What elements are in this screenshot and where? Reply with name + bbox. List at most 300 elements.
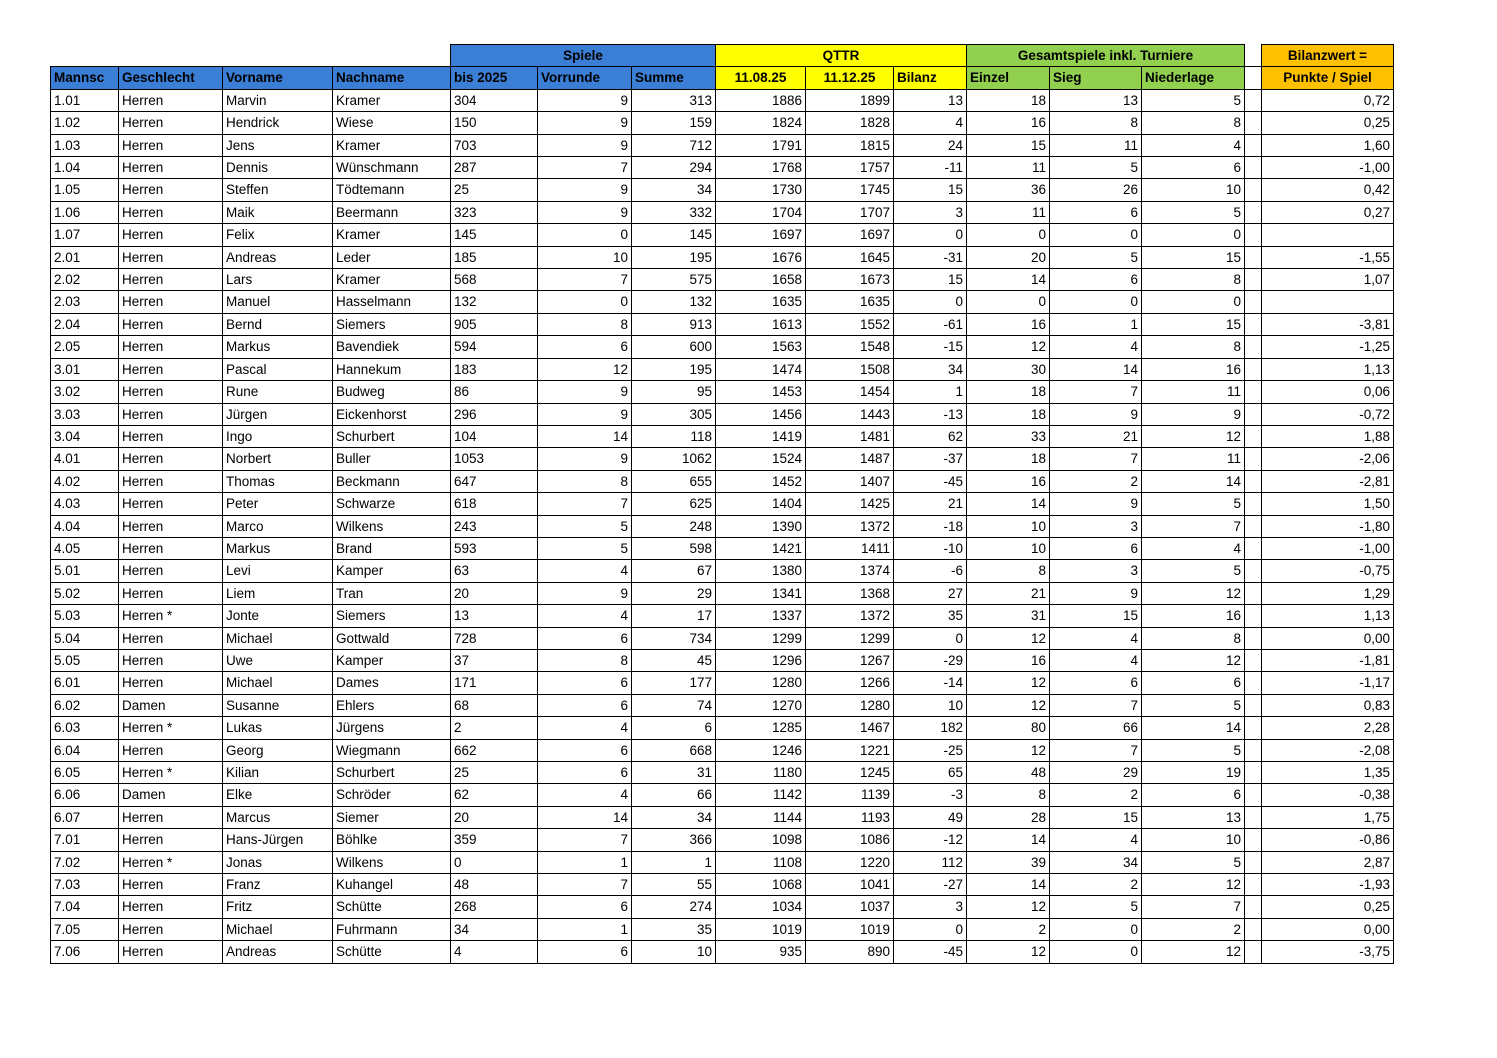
cell-einzel[interactable]: 48 <box>967 762 1050 784</box>
cell-bilanzwert[interactable]: -0,38 <box>1262 784 1394 806</box>
cell-qttr2[interactable]: 1139 <box>806 784 894 806</box>
cell-summe[interactable]: 1 <box>632 851 716 873</box>
cell-mannschaft[interactable]: 6.04 <box>51 739 119 761</box>
cell-bilanzwert[interactable]: 1,07 <box>1262 269 1394 291</box>
cell-summe[interactable]: 332 <box>632 201 716 223</box>
cell-bilanzwert[interactable]: -2,08 <box>1262 739 1394 761</box>
cell-mannschaft[interactable]: 1.01 <box>51 89 119 111</box>
cell-bilanzwert[interactable]: 1,35 <box>1262 762 1394 784</box>
cell-einzel[interactable]: 12 <box>967 941 1050 963</box>
cell-sieg[interactable]: 2 <box>1050 784 1142 806</box>
cell-bilanz[interactable]: -10 <box>894 537 967 559</box>
cell-bilanz[interactable]: 21 <box>894 493 967 515</box>
cell-vorrunde[interactable]: 9 <box>538 112 632 134</box>
cell-nachname[interactable]: Siemer <box>333 806 451 828</box>
cell-geschlecht[interactable]: Herren * <box>119 605 223 627</box>
cell-geschlecht[interactable]: Herren <box>119 448 223 470</box>
cell-bilanzwert[interactable] <box>1262 291 1394 313</box>
cell-bis2025[interactable]: 4 <box>451 941 538 963</box>
cell-mannschaft[interactable]: 5.01 <box>51 560 119 582</box>
cell-geschlecht[interactable]: Herren <box>119 537 223 559</box>
cell-vorname[interactable]: Bernd <box>223 313 333 335</box>
cell-sieg[interactable]: 21 <box>1050 425 1142 447</box>
cell-bilanzwert[interactable]: 0,00 <box>1262 918 1394 940</box>
cell-vorrunde[interactable]: 0 <box>538 224 632 246</box>
cell-vorname[interactable]: Levi <box>223 560 333 582</box>
cell-bilanzwert[interactable]: 1,29 <box>1262 582 1394 604</box>
cell-einzel[interactable]: 8 <box>967 784 1050 806</box>
cell-bilanzwert[interactable]: -0,86 <box>1262 829 1394 851</box>
cell-summe[interactable]: 655 <box>632 470 716 492</box>
cell-geschlecht[interactable]: Herren <box>119 291 223 313</box>
cell-nachname[interactable]: Bavendiek <box>333 336 451 358</box>
cell-bilanz[interactable]: -37 <box>894 448 967 470</box>
cell-nachname[interactable]: Beckmann <box>333 470 451 492</box>
cell-mannschaft[interactable]: 5.05 <box>51 649 119 671</box>
cell-vorrunde[interactable]: 4 <box>538 784 632 806</box>
cell-nachname[interactable]: Kramer <box>333 134 451 156</box>
cell-niederlage[interactable]: 5 <box>1142 493 1245 515</box>
cell-einzel[interactable]: 28 <box>967 806 1050 828</box>
cell-bilanzwert[interactable]: 0,06 <box>1262 381 1394 403</box>
cell-sieg[interactable]: 6 <box>1050 269 1142 291</box>
cell-bilanzwert[interactable]: 1,60 <box>1262 134 1394 156</box>
cell-summe[interactable]: 313 <box>632 89 716 111</box>
cell-niederlage[interactable]: 12 <box>1142 425 1245 447</box>
cell-niederlage[interactable]: 7 <box>1142 896 1245 918</box>
cell-qttr1[interactable]: 1635 <box>716 291 806 313</box>
cell-bilanzwert[interactable]: -3,75 <box>1262 941 1394 963</box>
cell-nachname[interactable]: Schurbert <box>333 425 451 447</box>
cell-vorrunde[interactable]: 5 <box>538 537 632 559</box>
cell-nachname[interactable]: Hasselmann <box>333 291 451 313</box>
cell-einzel[interactable]: 11 <box>967 157 1050 179</box>
cell-geschlecht[interactable]: Herren <box>119 515 223 537</box>
cell-summe[interactable]: 177 <box>632 672 716 694</box>
cell-bis2025[interactable]: 647 <box>451 470 538 492</box>
cell-vorname[interactable]: Thomas <box>223 470 333 492</box>
cell-sieg[interactable]: 9 <box>1050 403 1142 425</box>
column-header-qttr1[interactable]: 11.08.25 <box>716 67 806 89</box>
cell-bilanz[interactable]: -61 <box>894 313 967 335</box>
cell-summe[interactable]: 35 <box>632 918 716 940</box>
cell-qttr1[interactable]: 1419 <box>716 425 806 447</box>
cell-bilanzwert[interactable]: 2,28 <box>1262 717 1394 739</box>
cell-bilanz[interactable]: -45 <box>894 470 967 492</box>
cell-sieg[interactable]: 0 <box>1050 224 1142 246</box>
cell-mannschaft[interactable]: 3.01 <box>51 358 119 380</box>
cell-qttr1[interactable]: 1341 <box>716 582 806 604</box>
cell-qttr2[interactable]: 1635 <box>806 291 894 313</box>
cell-sieg[interactable]: 7 <box>1050 739 1142 761</box>
cell-qttr1[interactable]: 1404 <box>716 493 806 515</box>
cell-bis2025[interactable]: 594 <box>451 336 538 358</box>
cell-vorrunde[interactable]: 4 <box>538 605 632 627</box>
cell-vorname[interactable]: Ingo <box>223 425 333 447</box>
cell-sieg[interactable]: 6 <box>1050 201 1142 223</box>
cell-sieg[interactable]: 5 <box>1050 246 1142 268</box>
cell-qttr2[interactable]: 1037 <box>806 896 894 918</box>
cell-vorname[interactable]: Lars <box>223 269 333 291</box>
cell-einzel[interactable]: 12 <box>967 672 1050 694</box>
cell-bilanz[interactable]: -27 <box>894 874 967 896</box>
cell-niederlage[interactable]: 6 <box>1142 784 1245 806</box>
cell-bilanz[interactable]: 0 <box>894 224 967 246</box>
cell-vorrunde[interactable]: 12 <box>538 358 632 380</box>
cell-einzel[interactable]: 16 <box>967 470 1050 492</box>
cell-niederlage[interactable]: 8 <box>1142 269 1245 291</box>
cell-vorname[interactable]: Pascal <box>223 358 333 380</box>
cell-bis2025[interactable]: 37 <box>451 649 538 671</box>
cell-qttr2[interactable]: 1745 <box>806 179 894 201</box>
cell-niederlage[interactable]: 2 <box>1142 918 1245 940</box>
cell-qttr2[interactable]: 1374 <box>806 560 894 582</box>
cell-geschlecht[interactable]: Herren <box>119 560 223 582</box>
cell-geschlecht[interactable]: Herren * <box>119 717 223 739</box>
cell-qttr1[interactable]: 1704 <box>716 201 806 223</box>
cell-bilanzwert[interactable]: 1,13 <box>1262 358 1394 380</box>
cell-geschlecht[interactable]: Herren <box>119 313 223 335</box>
cell-vorrunde[interactable]: 4 <box>538 717 632 739</box>
cell-vorrunde[interactable]: 6 <box>538 627 632 649</box>
cell-einzel[interactable]: 14 <box>967 269 1050 291</box>
cell-geschlecht[interactable]: Herren <box>119 493 223 515</box>
cell-sieg[interactable]: 4 <box>1050 829 1142 851</box>
cell-nachname[interactable]: Buller <box>333 448 451 470</box>
cell-summe[interactable]: 294 <box>632 157 716 179</box>
cell-bis2025[interactable]: 68 <box>451 694 538 716</box>
cell-einzel[interactable]: 12 <box>967 694 1050 716</box>
cell-nachname[interactable]: Tran <box>333 582 451 604</box>
cell-nachname[interactable]: Kamper <box>333 560 451 582</box>
cell-niederlage[interactable]: 11 <box>1142 448 1245 470</box>
cell-qttr2[interactable]: 1815 <box>806 134 894 156</box>
cell-sieg[interactable]: 6 <box>1050 537 1142 559</box>
cell-qttr2[interactable]: 1299 <box>806 627 894 649</box>
cell-bis2025[interactable]: 150 <box>451 112 538 134</box>
cell-qttr1[interactable]: 1280 <box>716 672 806 694</box>
cell-bis2025[interactable]: 185 <box>451 246 538 268</box>
cell-bis2025[interactable]: 13 <box>451 605 538 627</box>
cell-nachname[interactable]: Siemers <box>333 605 451 627</box>
cell-bis2025[interactable]: 63 <box>451 560 538 582</box>
cell-qttr2[interactable]: 1443 <box>806 403 894 425</box>
cell-bis2025[interactable]: 20 <box>451 806 538 828</box>
cell-geschlecht[interactable]: Herren <box>119 896 223 918</box>
cell-qttr2[interactable]: 1086 <box>806 829 894 851</box>
cell-mannschaft[interactable]: 6.01 <box>51 672 119 694</box>
cell-nachname[interactable]: Schütte <box>333 941 451 963</box>
cell-geschlecht[interactable]: Herren <box>119 336 223 358</box>
cell-niederlage[interactable]: 5 <box>1142 201 1245 223</box>
cell-geschlecht[interactable]: Herren <box>119 874 223 896</box>
cell-einzel[interactable]: 39 <box>967 851 1050 873</box>
cell-bilanzwert[interactable]: 0,00 <box>1262 627 1394 649</box>
cell-einzel[interactable]: 31 <box>967 605 1050 627</box>
cell-geschlecht[interactable]: Herren <box>119 806 223 828</box>
cell-qttr1[interactable]: 1180 <box>716 762 806 784</box>
cell-mannschaft[interactable]: 2.01 <box>51 246 119 268</box>
cell-einzel[interactable]: 12 <box>967 336 1050 358</box>
cell-mannschaft[interactable]: 7.02 <box>51 851 119 873</box>
cell-qttr2[interactable]: 1407 <box>806 470 894 492</box>
cell-bilanz[interactable]: 35 <box>894 605 967 627</box>
cell-bilanz[interactable]: 62 <box>894 425 967 447</box>
cell-einzel[interactable]: 18 <box>967 448 1050 470</box>
cell-einzel[interactable]: 11 <box>967 201 1050 223</box>
cell-bis2025[interactable]: 243 <box>451 515 538 537</box>
cell-bilanz[interactable]: 182 <box>894 717 967 739</box>
cell-mannschaft[interactable]: 7.03 <box>51 874 119 896</box>
cell-mannschaft[interactable]: 4.02 <box>51 470 119 492</box>
cell-einzel[interactable]: 33 <box>967 425 1050 447</box>
cell-sieg[interactable]: 4 <box>1050 649 1142 671</box>
cell-bilanzwert[interactable]: -1,17 <box>1262 672 1394 694</box>
cell-bilanzwert[interactable]: -1,25 <box>1262 336 1394 358</box>
cell-einzel[interactable]: 18 <box>967 381 1050 403</box>
cell-bilanz[interactable]: 15 <box>894 179 967 201</box>
cell-bilanz[interactable]: 65 <box>894 762 967 784</box>
cell-qttr1[interactable]: 1613 <box>716 313 806 335</box>
cell-qttr1[interactable]: 1658 <box>716 269 806 291</box>
cell-qttr1[interactable]: 1768 <box>716 157 806 179</box>
cell-bilanzwert[interactable]: -1,00 <box>1262 157 1394 179</box>
cell-summe[interactable]: 248 <box>632 515 716 537</box>
cell-bilanz[interactable]: 4 <box>894 112 967 134</box>
cell-qttr1[interactable]: 1270 <box>716 694 806 716</box>
cell-vorname[interactable]: Marvin <box>223 89 333 111</box>
cell-qttr1[interactable]: 1524 <box>716 448 806 470</box>
cell-qttr2[interactable]: 1757 <box>806 157 894 179</box>
cell-vorname[interactable]: Hans-Jürgen <box>223 829 333 851</box>
cell-niederlage[interactable]: 6 <box>1142 672 1245 694</box>
cell-bis2025[interactable]: 618 <box>451 493 538 515</box>
cell-qttr1[interactable]: 1824 <box>716 112 806 134</box>
cell-niederlage[interactable]: 12 <box>1142 941 1245 963</box>
cell-sieg[interactable]: 4 <box>1050 336 1142 358</box>
cell-geschlecht[interactable]: Herren <box>119 941 223 963</box>
cell-niederlage[interactable]: 13 <box>1142 806 1245 828</box>
cell-vorname[interactable]: Marco <box>223 515 333 537</box>
cell-qttr1[interactable]: 1453 <box>716 381 806 403</box>
column-header-vorrunde[interactable]: Vorrunde <box>538 67 632 89</box>
cell-vorrunde[interactable]: 6 <box>538 694 632 716</box>
cell-geschlecht[interactable]: Herren <box>119 739 223 761</box>
cell-qttr2[interactable]: 1548 <box>806 336 894 358</box>
cell-bilanz[interactable]: 10 <box>894 694 967 716</box>
cell-qttr1[interactable]: 1299 <box>716 627 806 649</box>
cell-vorrunde[interactable]: 9 <box>538 201 632 223</box>
cell-mannschaft[interactable]: 2.02 <box>51 269 119 291</box>
cell-geschlecht[interactable]: Herren <box>119 582 223 604</box>
cell-vorname[interactable]: Liem <box>223 582 333 604</box>
cell-qttr2[interactable]: 1508 <box>806 358 894 380</box>
cell-niederlage[interactable]: 5 <box>1142 560 1245 582</box>
cell-summe[interactable]: 132 <box>632 291 716 313</box>
cell-bilanz[interactable]: 0 <box>894 627 967 649</box>
cell-qttr2[interactable]: 1280 <box>806 694 894 716</box>
cell-qttr1[interactable]: 1246 <box>716 739 806 761</box>
cell-einzel[interactable]: 8 <box>967 560 1050 582</box>
cell-nachname[interactable]: Brand <box>333 537 451 559</box>
cell-nachname[interactable]: Böhlke <box>333 829 451 851</box>
cell-qttr2[interactable]: 1467 <box>806 717 894 739</box>
cell-mannschaft[interactable]: 7.01 <box>51 829 119 851</box>
column-header-bilanzwert[interactable]: Punkte / Spiel <box>1262 67 1394 89</box>
cell-niederlage[interactable]: 19 <box>1142 762 1245 784</box>
cell-vorname[interactable]: Michael <box>223 627 333 649</box>
cell-bilanzwert[interactable]: -1,81 <box>1262 649 1394 671</box>
cell-summe[interactable]: 29 <box>632 582 716 604</box>
cell-mannschaft[interactable]: 3.03 <box>51 403 119 425</box>
cell-qttr1[interactable]: 1730 <box>716 179 806 201</box>
cell-vorname[interactable]: Felix <box>223 224 333 246</box>
cell-geschlecht[interactable]: Herren <box>119 89 223 111</box>
cell-niederlage[interactable]: 8 <box>1142 336 1245 358</box>
cell-bilanz[interactable]: 3 <box>894 896 967 918</box>
cell-bilanz[interactable]: -31 <box>894 246 967 268</box>
cell-qttr2[interactable]: 1673 <box>806 269 894 291</box>
cell-mannschaft[interactable]: 1.03 <box>51 134 119 156</box>
cell-qttr2[interactable]: 1193 <box>806 806 894 828</box>
cell-niederlage[interactable]: 0 <box>1142 291 1245 313</box>
cell-vorrunde[interactable]: 8 <box>538 313 632 335</box>
cell-sieg[interactable]: 15 <box>1050 605 1142 627</box>
cell-bilanzwert[interactable]: 0,25 <box>1262 896 1394 918</box>
cell-einzel[interactable]: 12 <box>967 896 1050 918</box>
cell-mannschaft[interactable]: 1.06 <box>51 201 119 223</box>
cell-geschlecht[interactable]: Herren <box>119 179 223 201</box>
cell-nachname[interactable]: Tödtemann <box>333 179 451 201</box>
cell-sieg[interactable]: 6 <box>1050 672 1142 694</box>
column-header-nachname[interactable]: Nachname <box>333 67 451 89</box>
cell-bilanzwert[interactable]: 0,83 <box>1262 694 1394 716</box>
cell-vorrunde[interactable]: 6 <box>538 762 632 784</box>
cell-vorrunde[interactable]: 6 <box>538 941 632 963</box>
cell-bilanzwert[interactable]: 0,25 <box>1262 112 1394 134</box>
cell-nachname[interactable]: Fuhrmann <box>333 918 451 940</box>
cell-mannschaft[interactable]: 2.05 <box>51 336 119 358</box>
cell-qttr2[interactable]: 1487 <box>806 448 894 470</box>
cell-bilanzwert[interactable]: 2,87 <box>1262 851 1394 873</box>
cell-sieg[interactable]: 7 <box>1050 694 1142 716</box>
cell-bis2025[interactable]: 25 <box>451 762 538 784</box>
cell-summe[interactable]: 67 <box>632 560 716 582</box>
cell-bis2025[interactable]: 62 <box>451 784 538 806</box>
cell-einzel[interactable]: 36 <box>967 179 1050 201</box>
cell-qttr1[interactable]: 1390 <box>716 515 806 537</box>
cell-geschlecht[interactable]: Herren <box>119 672 223 694</box>
cell-vorrunde[interactable]: 1 <box>538 851 632 873</box>
column-header-sieg[interactable]: Sieg <box>1050 67 1142 89</box>
cell-summe[interactable]: 668 <box>632 739 716 761</box>
cell-bilanz[interactable]: 27 <box>894 582 967 604</box>
cell-sieg[interactable]: 2 <box>1050 874 1142 896</box>
cell-vorrunde[interactable]: 1 <box>538 918 632 940</box>
cell-bilanz[interactable]: 3 <box>894 201 967 223</box>
cell-vorrunde[interactable]: 6 <box>538 672 632 694</box>
cell-nachname[interactable]: Dames <box>333 672 451 694</box>
cell-niederlage[interactable]: 14 <box>1142 717 1245 739</box>
cell-bilanz[interactable]: -6 <box>894 560 967 582</box>
cell-qttr1[interactable]: 1337 <box>716 605 806 627</box>
cell-einzel[interactable]: 12 <box>967 739 1050 761</box>
cell-nachname[interactable]: Kramer <box>333 269 451 291</box>
cell-summe[interactable]: 34 <box>632 179 716 201</box>
cell-nachname[interactable]: Eickenhorst <box>333 403 451 425</box>
cell-vorrunde[interactable]: 7 <box>538 874 632 896</box>
cell-geschlecht[interactable]: Herren <box>119 381 223 403</box>
cell-mannschaft[interactable]: 4.04 <box>51 515 119 537</box>
cell-summe[interactable]: 34 <box>632 806 716 828</box>
cell-vorname[interactable]: Steffen <box>223 179 333 201</box>
cell-qttr2[interactable]: 1372 <box>806 515 894 537</box>
cell-geschlecht[interactable]: Herren <box>119 201 223 223</box>
cell-vorrunde[interactable]: 10 <box>538 246 632 268</box>
cell-bilanzwert[interactable]: -2,81 <box>1262 470 1394 492</box>
cell-qttr1[interactable]: 1098 <box>716 829 806 851</box>
cell-mannschaft[interactable]: 4.01 <box>51 448 119 470</box>
cell-einzel[interactable]: 20 <box>967 246 1050 268</box>
cell-geschlecht[interactable]: Herren <box>119 403 223 425</box>
cell-vorrunde[interactable]: 6 <box>538 896 632 918</box>
cell-qttr2[interactable]: 1411 <box>806 537 894 559</box>
cell-einzel[interactable]: 18 <box>967 89 1050 111</box>
cell-bis2025[interactable]: 145 <box>451 224 538 246</box>
cell-qttr1[interactable]: 1285 <box>716 717 806 739</box>
cell-sieg[interactable]: 0 <box>1050 941 1142 963</box>
cell-qttr2[interactable]: 1372 <box>806 605 894 627</box>
column-header-niederlage[interactable]: Niederlage <box>1142 67 1245 89</box>
cell-summe[interactable]: 598 <box>632 537 716 559</box>
cell-summe[interactable]: 274 <box>632 896 716 918</box>
cell-mannschaft[interactable]: 7.05 <box>51 918 119 940</box>
cell-qttr1[interactable]: 1108 <box>716 851 806 873</box>
cell-vorrunde[interactable]: 6 <box>538 739 632 761</box>
cell-summe[interactable]: 712 <box>632 134 716 156</box>
cell-vorrunde[interactable]: 7 <box>538 829 632 851</box>
cell-mannschaft[interactable]: 3.04 <box>51 425 119 447</box>
cell-summe[interactable]: 31 <box>632 762 716 784</box>
column-header-bilanz[interactable]: Bilanz <box>894 67 967 89</box>
cell-bis2025[interactable]: 48 <box>451 874 538 896</box>
cell-nachname[interactable]: Schwarze <box>333 493 451 515</box>
cell-einzel[interactable]: 16 <box>967 649 1050 671</box>
cell-einzel[interactable]: 14 <box>967 829 1050 851</box>
cell-qttr1[interactable]: 1142 <box>716 784 806 806</box>
cell-geschlecht[interactable]: Damen <box>119 694 223 716</box>
cell-niederlage[interactable]: 5 <box>1142 739 1245 761</box>
cell-niederlage[interactable]: 8 <box>1142 112 1245 134</box>
cell-qttr1[interactable]: 1886 <box>716 89 806 111</box>
cell-einzel[interactable]: 16 <box>967 112 1050 134</box>
cell-nachname[interactable]: Kuhangel <box>333 874 451 896</box>
cell-mannschaft[interactable]: 1.04 <box>51 157 119 179</box>
cell-niederlage[interactable]: 4 <box>1142 134 1245 156</box>
cell-niederlage[interactable]: 5 <box>1142 89 1245 111</box>
cell-vorrunde[interactable]: 14 <box>538 425 632 447</box>
cell-sieg[interactable]: 15 <box>1050 806 1142 828</box>
cell-summe[interactable]: 575 <box>632 269 716 291</box>
cell-qttr1[interactable]: 1791 <box>716 134 806 156</box>
cell-qttr2[interactable]: 1245 <box>806 762 894 784</box>
cell-niederlage[interactable]: 11 <box>1142 381 1245 403</box>
cell-mannschaft[interactable]: 6.06 <box>51 784 119 806</box>
cell-qttr1[interactable]: 1144 <box>716 806 806 828</box>
cell-niederlage[interactable]: 5 <box>1142 694 1245 716</box>
cell-vorrunde[interactable]: 8 <box>538 470 632 492</box>
cell-geschlecht[interactable]: Herren <box>119 627 223 649</box>
